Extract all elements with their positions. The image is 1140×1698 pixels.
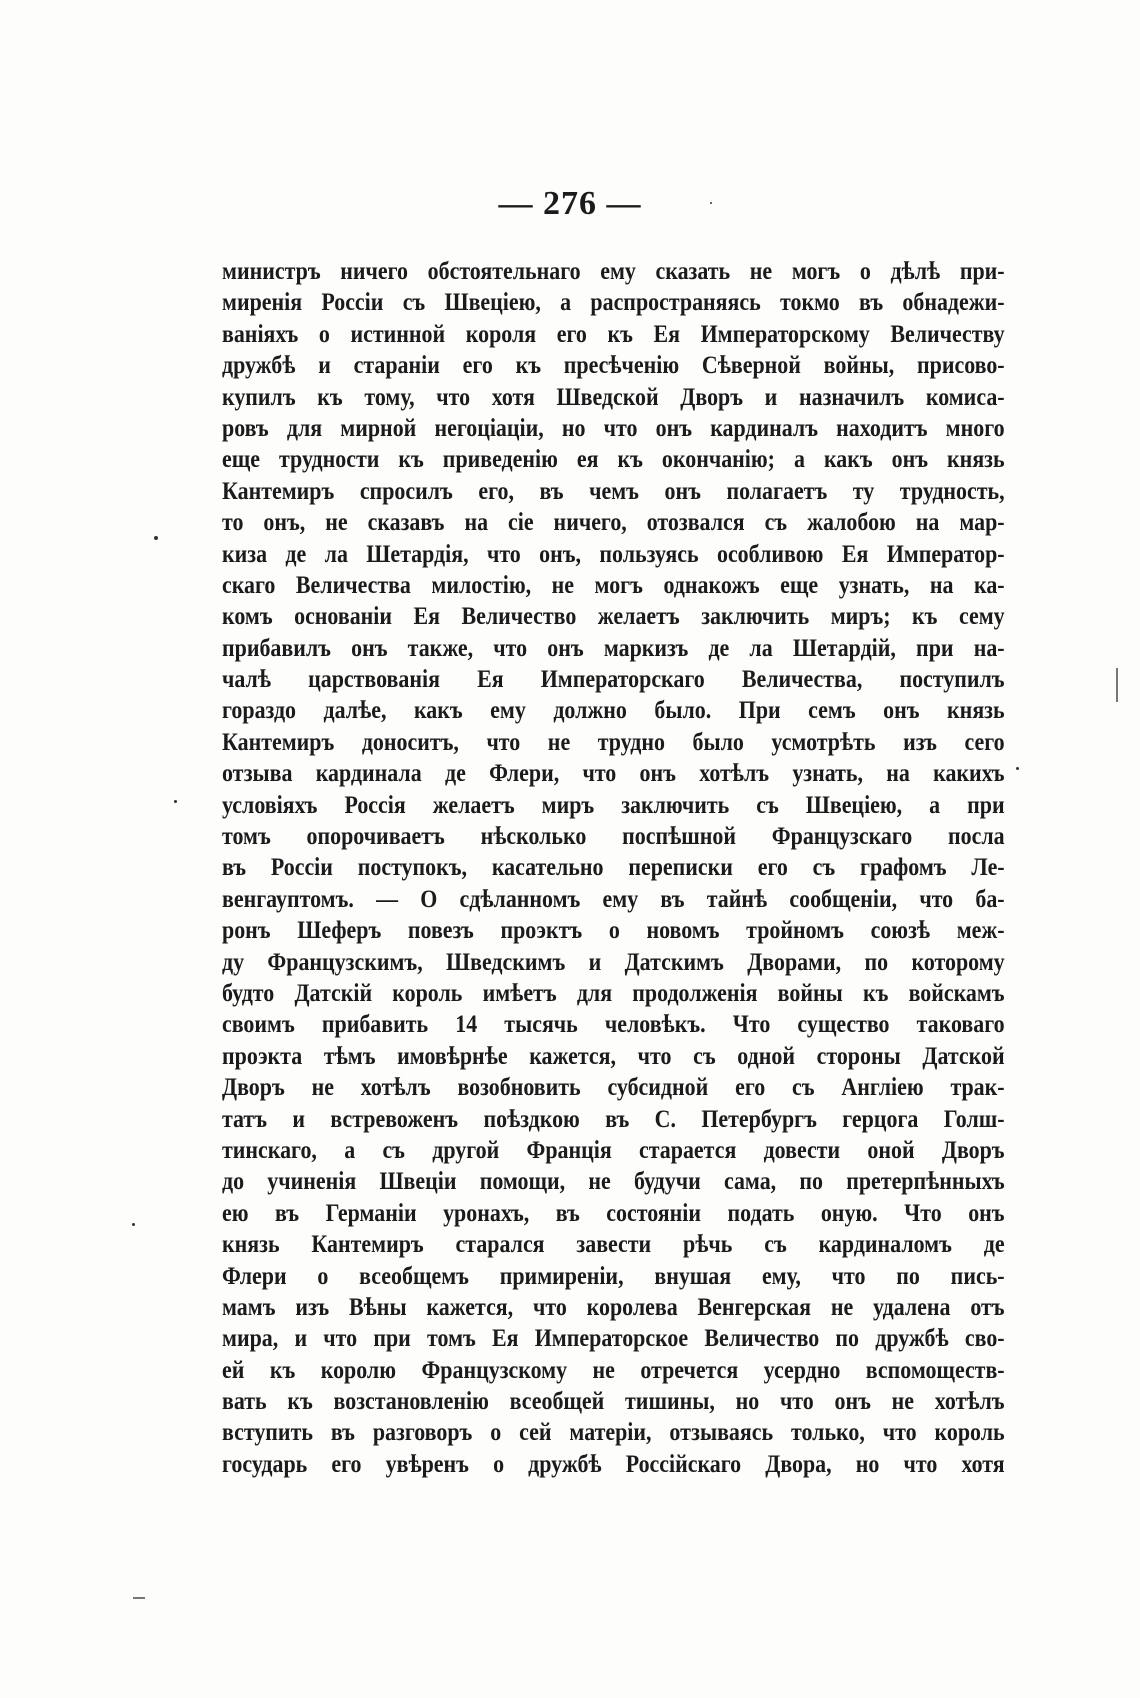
- text-line: комъ основаніи Ея Величество желаетъ заключить миръ; къ сему: [222, 601, 1005, 631]
- scan-edge-mark: [133, 1597, 145, 1599]
- page-number: — 276 —: [498, 185, 642, 222]
- text-line: князь Кантемиръ старался завести рѣчь съ кардиналомъ де: [222, 1229, 1005, 1259]
- text-line: то онъ, не сказавъ на сіе ничего, отозвался съ жалобою на мар-: [222, 507, 1005, 537]
- text-line: ею въ Германіи уронахъ, въ состояніи подать оную. Что онъ: [222, 1197, 1005, 1227]
- text-line: ду Французскимъ, Шведскимъ и Датскимъ Дворами, по которому: [222, 946, 1005, 976]
- text-line: Кантемиръ доноситъ, что не трудно было усмотрѣть изъ сего: [222, 726, 1005, 756]
- text-line: татъ и встревоженъ поѣздкою въ С. Петербургъ герцога Голш-: [222, 1103, 1005, 1133]
- text-line: киза де ла Шетардія, что онъ, пользуясь особливою Ея Император-: [222, 538, 1005, 568]
- text-line: отзыва кардинала де Флери, что онъ хотѣлъ узнать, на какихъ: [222, 758, 1005, 788]
- text-line: еще трудности къ приведенію ея къ окончанію; а какъ онъ князь: [222, 444, 1005, 474]
- scan-speck: [1016, 767, 1019, 770]
- text-line: вступить въ разговоръ о сей матеріи, отзываясь только, что король: [222, 1417, 1005, 1447]
- text-line: тинскаго, а съ другой Франція старается довести оной Дворъ: [222, 1134, 1005, 1164]
- text-line: государь его увѣренъ о дружбѣ Россійскаго Двора, но что хотя: [222, 1448, 1005, 1478]
- text-line: условіяхъ Россія желаетъ миръ заключить съ Швеціею, а при: [222, 789, 1005, 819]
- text-line: своимъ прибавить 14 тысячь человѣкъ. Что существо таковаго: [222, 1009, 1005, 1039]
- text-line: мамъ изъ Вѣны кажется, что королева Венгерская не удалена отъ: [222, 1291, 1005, 1321]
- text-line: ровъ для мирной негоціаціи, но что онъ кардиналъ находитъ много: [222, 412, 1005, 442]
- scan-speck: [174, 800, 177, 803]
- text-line: до учиненія Швеціи помощи, не будучи сама, по претерпѣнныхъ: [222, 1166, 1005, 1196]
- text-line: ронъ Шеферъ повезъ проэктъ о новомъ тройномъ союзѣ меж-: [222, 915, 1005, 945]
- text-line: ей къ королю Французскому не отречется усердно вспомоществ-: [222, 1354, 1005, 1384]
- text-line: миренія Россіи съ Швеціею, а распространяясь токмо въ обнадежи-: [222, 287, 1005, 317]
- text-line: венгауптомъ. — О сдѣланномъ ему въ тайнѣ сообщеніи, что ба-: [222, 883, 1005, 913]
- text-line: купилъ къ тому, что хотя Шведской Дворъ и назначилъ комиса-: [222, 381, 1005, 411]
- scan-edge-mark: [1116, 668, 1118, 702]
- text-line: гораздо далѣе, какъ ему должно было. При семъ онъ князь: [222, 695, 1005, 725]
- text-line: чалѣ царствованія Ея Императорскаго Величества, поступилъ: [222, 664, 1005, 694]
- text-line: министръ ничего обстоятельнаго ему сказать не могъ о дѣлѣ при-: [222, 256, 1005, 285]
- text-line: мира, и что при томъ Ея Императорское Величество по дружбѣ сво-: [222, 1323, 1005, 1353]
- text-line: Флери о всеобщемъ примиреніи, внушая ему, что по пись-: [222, 1260, 1005, 1290]
- scan-speck: [154, 536, 158, 540]
- text-line: ваніяхъ о истинной короля его къ Ея Императорскому Величеству: [222, 318, 1005, 348]
- scan-speck: [710, 202, 712, 204]
- text-line: прибавилъ онъ также, что онъ маркизъ де ла Шетардій, при на-: [222, 632, 1005, 662]
- text-line: Дворъ не хотѣлъ возобновить субсидной его съ Англіею трак-: [222, 1072, 1005, 1102]
- text-line: въ Россіи поступокъ, касательно переписки его съ графомъ Ле-: [222, 852, 1005, 882]
- scan-speck: [132, 1223, 135, 1226]
- text-line: будто Датскій король имѣетъ для продолженія войны къ войскамъ: [222, 977, 1005, 1007]
- text-line: вать къ возстановленію всеобщей тишины, но что онъ не хотѣлъ: [222, 1386, 1005, 1416]
- body-text: [222, 255, 1005, 1479]
- text-line: скаго Величества милостію, не могъ однакожъ еще узнать, на ка-: [222, 569, 1005, 599]
- text-line: томъ опорочиваетъ нѣсколько поспѣшной Французскаго посла: [222, 821, 1005, 851]
- text-line: дружбѣ и стараніи его къ пресѣченію Сѣверной войны, присово-: [222, 350, 1005, 380]
- text-line: проэкта тѣмъ имовѣрнѣе кажется, что съ одной стороны Датской: [222, 1040, 1005, 1070]
- text-line: Кантемиръ спросилъ его, въ чемъ онъ полагаетъ ту трудность,: [222, 475, 1005, 505]
